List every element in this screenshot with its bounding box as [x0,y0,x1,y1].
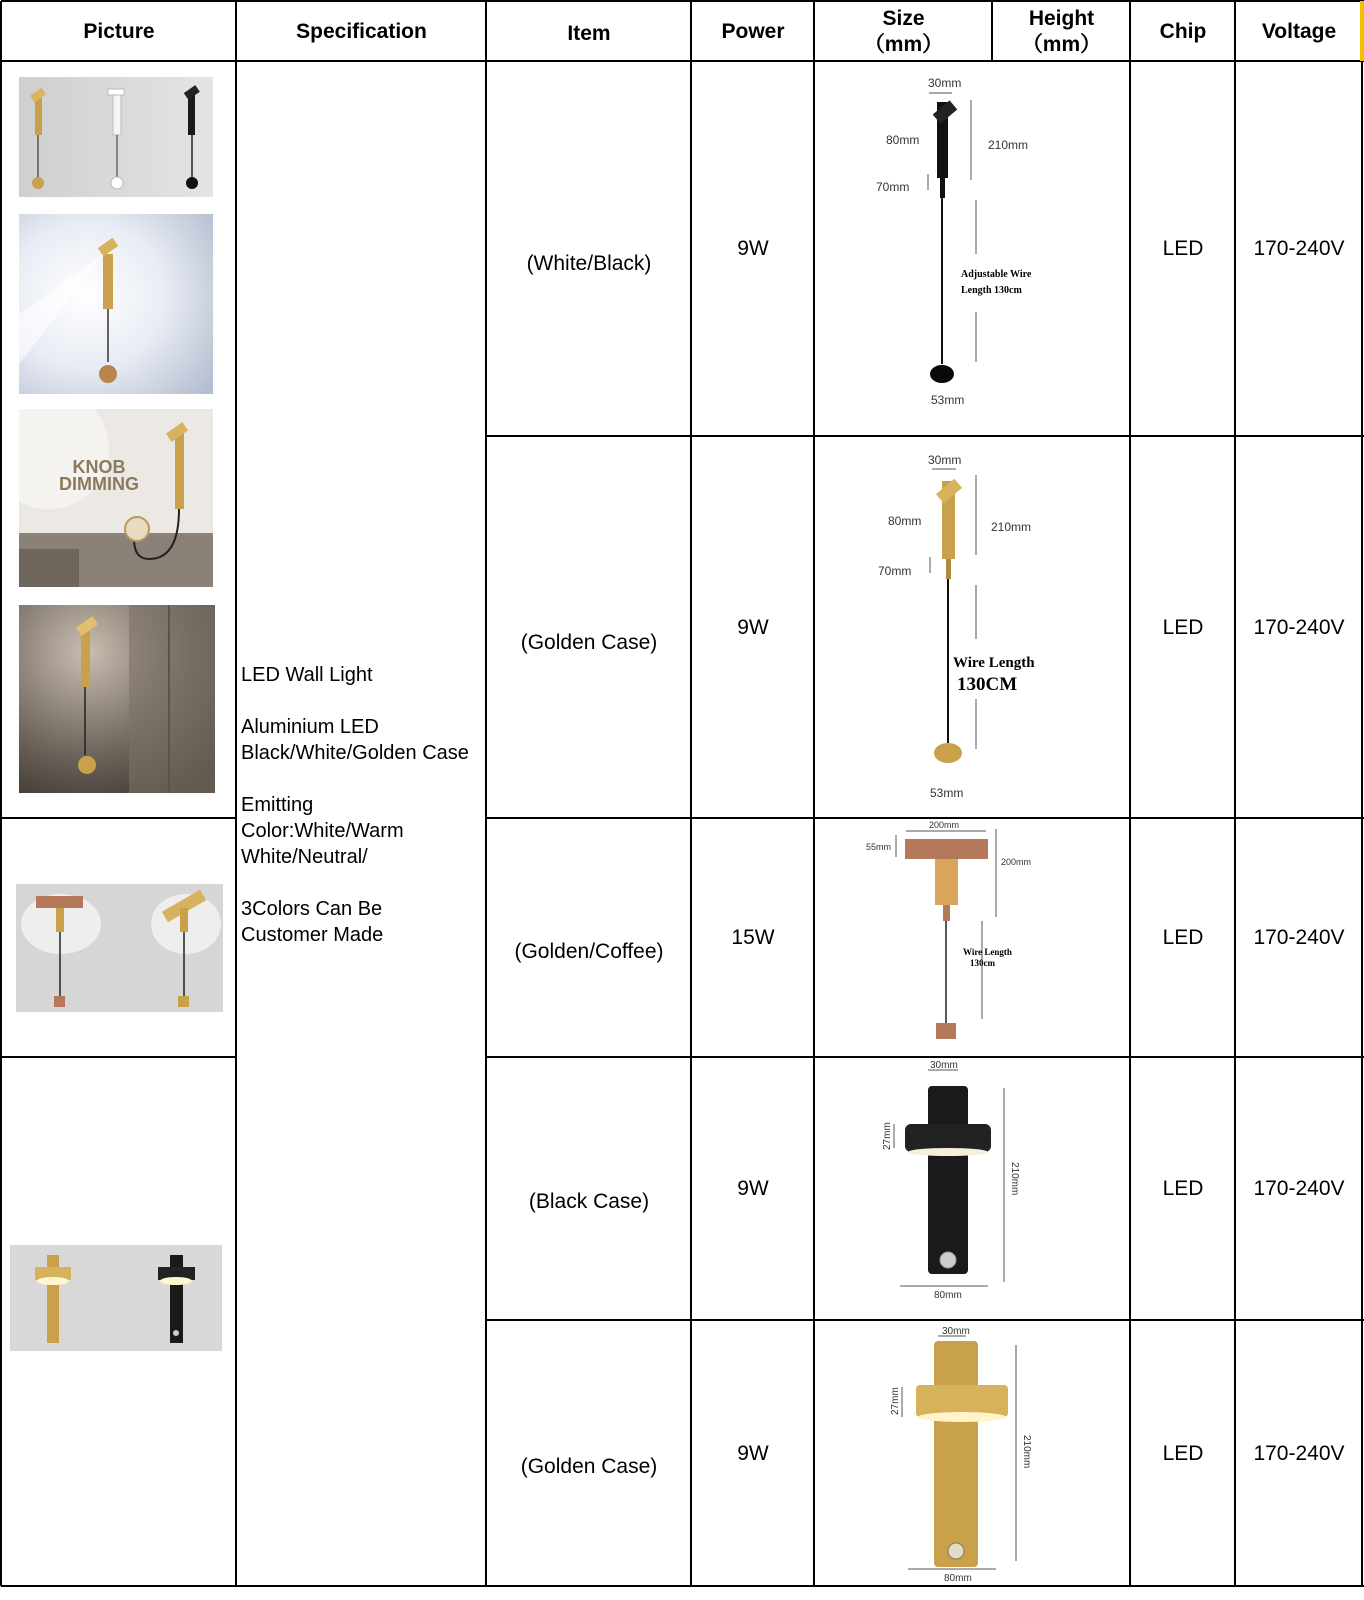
header-power: Power [721,19,785,43]
dim-top: 30mm [942,1326,970,1337]
dim-base: 80mm [934,1290,962,1301]
dim-wire-line2: Length 130cm [961,285,1022,296]
dim-neck: 70mm [878,564,912,578]
dim-wire-line1: Adjustable Wire [961,269,1032,280]
row4-item: (Black Case) [528,1190,650,1213]
header-voltage: Voltage [1261,19,1337,43]
row4-voltage: 170-240V [1253,1177,1345,1200]
dim-head: 55mm [866,842,892,852]
knob-dimming-label: KNOB DIMMING [59,457,139,494]
dim-ring: 27mm [890,1387,901,1415]
row1-chip: LED [1162,237,1204,260]
spec-line-color: Emitting Color:White/Warm White/Neutral/ [241,794,404,868]
spec-line-material: Aluminium LED Black/White/Golden Case [241,716,469,764]
dim-wire-line2: 130CM [957,674,1018,695]
row1-voltage: 170-240V [1253,237,1345,260]
size-drawing-row5 [816,1321,1129,1585]
row2-voltage: 170-240V [1253,615,1345,639]
header-picture: Picture [83,19,155,43]
row3-power: 15W [731,926,775,949]
dim-top: 30mm [928,453,962,467]
row4-power: 9W [737,1177,769,1200]
dim-ring: 27mm [882,1122,893,1150]
dim-top: 30mm [928,76,962,90]
dim-top: 200mm [929,820,960,830]
row5-item: (Golden Case) [520,1454,658,1478]
row5-chip: LED [1162,1441,1204,1465]
row3-chip: LED [1162,926,1204,949]
photo-glow-lamp [19,214,213,394]
size-drawing-row3 [816,819,1129,1056]
dim-total: 210mm [1021,1435,1032,1469]
dim-top: 30mm [930,1060,958,1071]
dim-neck: 70mm [876,180,910,194]
dim-head: 80mm [888,514,922,528]
row3-item: (Golden/Coffee) [514,940,664,963]
row2-chip: LED [1162,615,1204,639]
row4-chip: LED [1162,1177,1204,1200]
row5-voltage: 170-240V [1253,1441,1345,1465]
size-drawing-row2 [816,437,1129,817]
photo-knob-dimming [19,409,213,587]
dim-wire-line1: Wire Length [953,655,1035,671]
header-size: Size （mm） [863,6,944,56]
dim-base: 80mm [944,1573,972,1584]
dim-total: 200mm [1001,857,1032,867]
row1-item: (White/Black) [526,252,652,275]
spec-line-custom: 3Colors Can Be Customer Made [241,898,384,946]
spec-line-title: LED Wall Light [241,664,373,686]
row2-item: (Golden Case) [520,630,658,654]
header-specification: Specification [296,19,427,43]
dim-wire-line1: Wire Length [963,947,1012,957]
size-drawing-row1 [816,62,1129,434]
dim-total: 210mm [991,520,1032,534]
photo-room-lamp [19,605,215,793]
dim-total: 210mm [1009,1162,1020,1196]
header-height: Height （mm） [1021,6,1102,56]
photo-cross-lamps [10,1245,222,1351]
row2-power: 9W [737,615,769,639]
size-drawing-row4 [816,1058,1129,1319]
dim-head: 80mm [886,133,920,147]
specification-text [241,662,471,974]
photo-three-colors [19,77,213,197]
dim-base: 53mm [930,786,964,800]
dim-base: 53mm [931,393,965,407]
photo-coffee-gold [16,884,223,1012]
dim-wire-line2: 130cm [970,958,995,968]
header-chip: Chip [1159,19,1207,43]
dim-total: 210mm [988,138,1029,152]
row1-power: 9W [737,237,769,260]
header-item: Item [567,21,611,45]
row5-power: 9W [737,1441,769,1465]
row3-voltage: 170-240V [1253,926,1345,949]
